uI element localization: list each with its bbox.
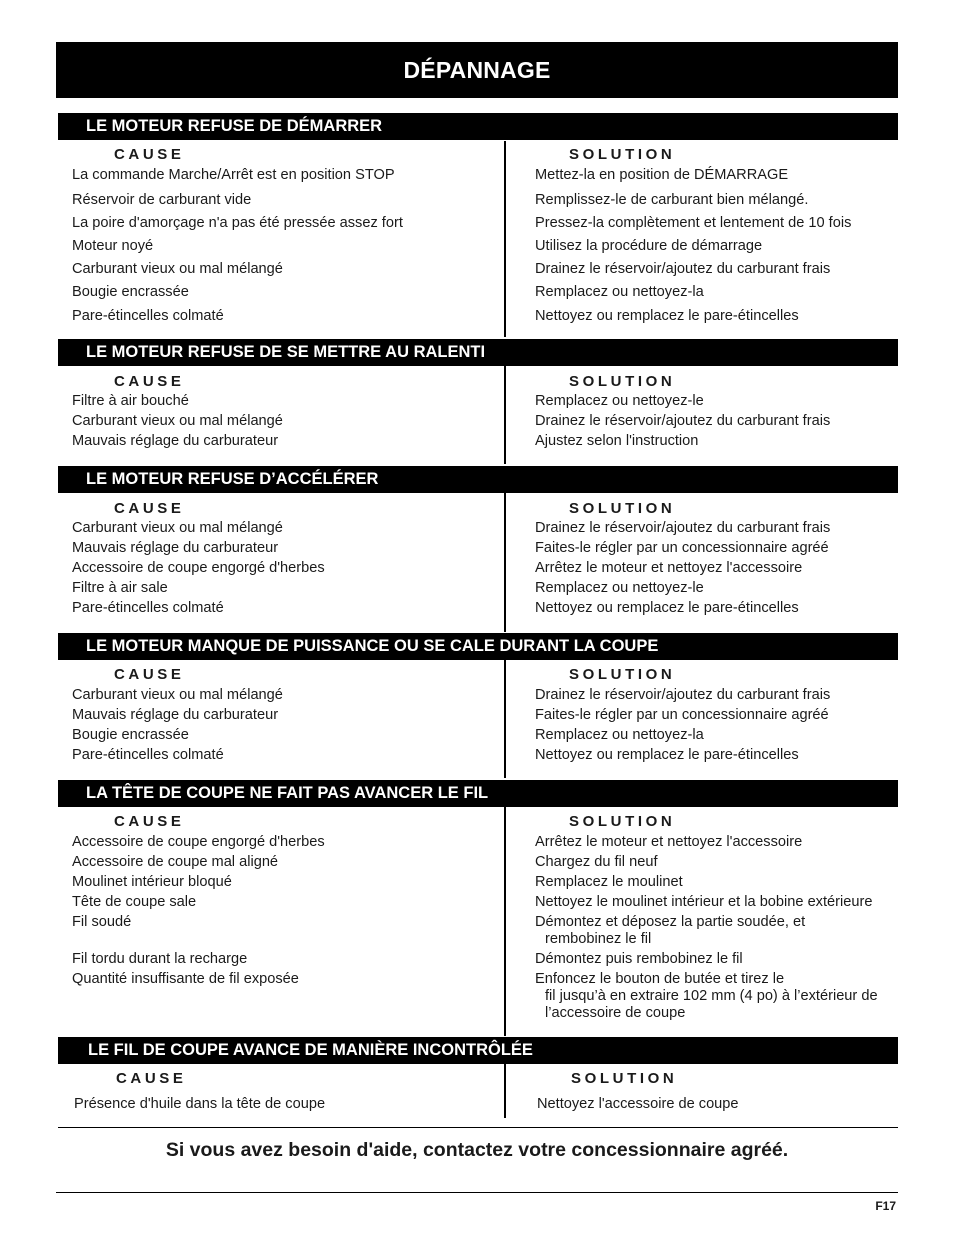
cause-text: Carburant vieux ou mal mélangé (72, 520, 283, 536)
cause-text: La poire d'amorçage n'a pas été pressée assez fort (72, 215, 403, 231)
cause-text: Moulinet intérieur bloqué (72, 874, 232, 890)
solution-column-heading: SOLUTION (569, 146, 676, 163)
solution-text: Enfoncez le bouton de butée et tirez le (535, 971, 785, 987)
solution-text: Nettoyez ou remplacez le pare-étincelles (535, 308, 799, 324)
solution-text: Remplacez ou nettoyez-le (535, 580, 704, 596)
solution-column-heading: SOLUTION (571, 1070, 678, 1087)
cause-column-heading: CAUSE (114, 500, 185, 517)
solution-text-continuation: rembobinez le fil (545, 931, 652, 947)
solution-text: Drainez le réservoir/ajoutez du carburant frais (535, 261, 831, 277)
cause-text: Pare-étincelles colmaté (72, 747, 224, 763)
solution-column-heading: SOLUTION (569, 666, 676, 683)
solution-text: Nettoyez ou remplacez le pare-étincelles (535, 747, 799, 763)
solution-text: Remplacez ou nettoyez-la (535, 284, 704, 300)
solution-text: Remplacez ou nettoyez-la (535, 727, 704, 743)
cause-text: Carburant vieux ou mal mélangé (72, 687, 283, 703)
cause-column-heading: CAUSE (114, 813, 185, 830)
cause-text: Accessoire de coupe mal aligné (72, 854, 279, 870)
section-header: LE MOTEUR REFUSE D’ACCÉLÉRER (58, 466, 898, 493)
cause-text: Bougie encrassée (72, 727, 189, 743)
column-divider (504, 366, 506, 464)
solution-text-continuation: l’accessoire de coupe (545, 1005, 686, 1021)
cause-text: Accessoire de coupe engorgé d'herbes (72, 834, 325, 850)
cause-text: Carburant vieux ou mal mélangé (72, 261, 283, 277)
cause-text: Bougie encrassée (72, 284, 189, 300)
solution-text: Remplacez le moulinet (535, 874, 683, 890)
page-number: F17 (875, 1199, 896, 1213)
solution-text: Ajustez selon l'instruction (535, 433, 699, 449)
solution-text: Nettoyez ou remplacez le pare-étincelles (535, 600, 799, 616)
cause-text: Moteur noyé (72, 238, 154, 254)
column-divider (504, 141, 506, 337)
column-divider (504, 1064, 506, 1118)
cause-text: Présence d'huile dans la tête de coupe (74, 1096, 326, 1112)
column-divider (504, 660, 506, 778)
cause-text: Réservoir de carburant vide (72, 192, 252, 208)
cause-text: Mauvais réglage du carburateur (72, 433, 279, 449)
column-divider (504, 493, 506, 632)
cause-column-heading: CAUSE (114, 373, 185, 390)
footer-divider-bottom (56, 1192, 898, 1193)
solution-text: Drainez le réservoir/ajoutez du carburant frais (535, 413, 831, 429)
cause-text: Tête de coupe sale (72, 894, 197, 910)
section-header: LE MOTEUR REFUSE DE DÉMARRER (58, 113, 898, 140)
solution-column-heading: SOLUTION (569, 813, 676, 830)
solution-text: Faites-le régler par un concessionnaire agréé (535, 707, 829, 723)
cause-text: Fil tordu durant la recharge (72, 951, 248, 967)
cause-column-heading: CAUSE (116, 1070, 187, 1087)
cause-text: Filtre à air sale (72, 580, 168, 596)
cause-text: Carburant vieux ou mal mélangé (72, 413, 283, 429)
cause-text: La commande Marche/Arrêt est en position STOP (72, 167, 395, 183)
solution-text: Pressez-la complètement et lentement de 10 fois (535, 215, 852, 231)
solution-text: Arrêtez le moteur et nettoyez l'accessoire (535, 560, 803, 576)
solution-text: Remplissez-le de carburant bien mélangé. (535, 192, 809, 208)
help-message: Si vous avez besoin d'aide, contactez votre concessionnaire agréé. (165, 1139, 789, 1161)
solution-text: Chargez du fil neuf (535, 854, 658, 870)
solution-text: Remplacez ou nettoyez-le (535, 393, 704, 409)
cause-text: Pare-étincelles colmaté (72, 308, 224, 324)
solution-text: Nettoyez l'accessoire de coupe (537, 1096, 739, 1112)
cause-text: Mauvais réglage du carburateur (72, 707, 279, 723)
cause-text: Accessoire de coupe engorgé d'herbes (72, 560, 325, 576)
section-header: LE MOTEUR REFUSE DE SE METTRE AU RALENTI (58, 339, 898, 366)
page-title: DÉPANNAGE (56, 42, 898, 98)
cause-column-heading: CAUSE (114, 146, 185, 163)
solution-text: Démontez puis rembobinez le fil (535, 951, 743, 967)
solution-text: Démontez et déposez la partie soudée, et (535, 914, 806, 930)
solution-text: Drainez le réservoir/ajoutez du carburant frais (535, 687, 831, 703)
section-header: LA TÊTE DE COUPE NE FAIT PAS AVANCER LE FIL (58, 780, 898, 807)
cause-text: Pare-étincelles colmaté (72, 600, 224, 616)
solution-text-continuation: fil jusqu’à en extraire 102 mm (4 po) à l’extérieur de (545, 988, 878, 1004)
solution-text: Nettoyez le moulinet intérieur et la bobine extérieure (535, 894, 873, 910)
section-header: LE FIL DE COUPE AVANCE DE MANIÈRE INCONTRÔLÉE (58, 1037, 898, 1064)
solution-text: Faites-le régler par un concessionnaire agréé (535, 540, 829, 556)
cause-column-heading: CAUSE (114, 666, 185, 683)
cause-text: Fil soudé (72, 914, 132, 930)
solution-text: Mettez-la en position de DÉMARRAGE (535, 167, 789, 183)
column-divider (504, 807, 506, 1036)
solution-text: Drainez le réservoir/ajoutez du carburant frais (535, 520, 831, 536)
solution-text: Arrêtez le moteur et nettoyez l'accessoire (535, 834, 803, 850)
solution-text: Utilisez la procédure de démarrage (535, 238, 763, 254)
cause-text: Quantité insuffisante de fil exposée (72, 971, 299, 987)
solution-column-heading: SOLUTION (569, 373, 676, 390)
cause-text: Filtre à air bouché (72, 393, 189, 409)
cause-text: Mauvais réglage du carburateur (72, 540, 279, 556)
section-header: LE MOTEUR MANQUE DE PUISSANCE OU SE CALE DURANT LA COUPE (58, 633, 898, 660)
footer-divider-top (58, 1127, 898, 1128)
solution-column-heading: SOLUTION (569, 500, 676, 517)
